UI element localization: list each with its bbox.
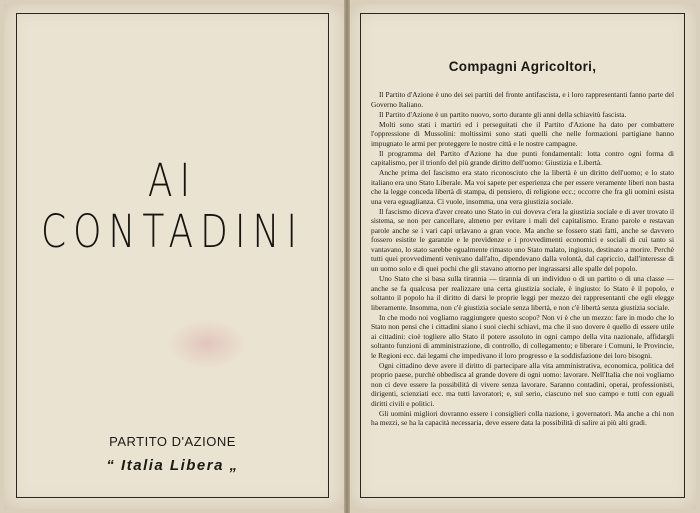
party-name: PARTITO D'AZIONE xyxy=(109,434,236,449)
ink-stain xyxy=(167,319,247,369)
paragraph: Il fascismo diceva d'aver creato uno Stato in cui doveva c'era la giustizia sociale e di aver trovato il sistema, se non per cancellare, almeno per evitare i mali del capitalismo. Erano parole e restavan parole anche se i vari capi urlavano a gran voce. Ma anche se fossero stati fatti, anche se davvero fossero esistite le garanzie e le previdenze e i provvedimenti economici e sociali di cui tanto si vantavano, lo stato sarebbe egualmente rimasto uno Stato malato, ingiusto, destinato a morire. Perchè tutti quei provvedimenti venivano dall'alto, dipendevano dalla volontà, dal capriccio, dall'interesse di un uomo solo e di quei pochi che gli stavano attorno per ingrassarsi alle spalle del popolo. xyxy=(371,206,674,273)
paragraph: Il programma del Partito d'Azione ha due punti fondamentali: lotta contro ogni forma di capitalismo, per il trionfo del più grande diritto dell'uomo: Giustizia e Libertà. xyxy=(371,148,674,168)
party-motto: “ Italia Libera „ xyxy=(106,457,239,474)
paragraph: Il Partito d'Azione è un partito nuovo, sorto durante gli anni della schiavitù fascista. xyxy=(379,109,627,119)
paragraph: Ogni cittadino deve avere il diritto di partecipare alla vita amministrativa, economica, politica del proprio paese, purchè obbedisca al grande dovere di ogni uomo: lavorare. Nell'Italia che noi vogliamo non ci deve essere la possibilità di vivere senza lavorare. Saranno contadini, operai, professionisti, dirigenti, scienziati ecc. ma tutti lavoratori; e, sul serio, ciascuno nel suo campo e tutti con eguali diritti civili e politici. xyxy=(371,360,674,408)
right-page-frame xyxy=(360,13,685,498)
left-page xyxy=(4,4,344,509)
page-heading: Compagni Agricoltori, xyxy=(448,59,597,74)
paragraph: Gli uomini migliori dovranno essere i consiglieri colla nazione, i governatori. Ma anche a chi non ha mezzi, se ha la capacità necessaria, deve essere data la possibilità di salire ai più alti gradi. xyxy=(371,408,674,428)
body-text xyxy=(371,90,674,428)
paragraph: In che modo noi vogliamo raggiungere questo scopo? Non vi è che un mezzo: fare in modo che lo Stato non pensi che i cittadini siano i suoi ciechi schiavi, ma che il suo dovere è quello di essere utile ai cittadini: cioè togliere allo Stato il potere assoluto in ogni campo della vita nazionale, affidargli soltanto funzioni di amministrazione, di controllo, di collegamento; e liberare i Comuni, le Provincie, le Regioni ecc. dai legami che impedivano il loro progresso e la soddisfazione dei loro bisogni. xyxy=(371,312,674,360)
cover-title: AI CONTADINI xyxy=(40,155,305,259)
paragraph: Uno Stato che si basa sulla tirannia — tirannia di un individuo o di un partito o di una classe — anche se fa qualcosa per realizzare una certa giustizia sociale, è ingiusto: lo Stato è il popolo, e soltanto il popolo ha il diritto di darsi le proprie leggi per mezzo dei rappresentanti che egli elegge liberamente. Insomma, non c'è giustizia sociale senza libertà, e non c'è libertà senza giustizia sociale. xyxy=(371,274,674,312)
paragraph: Molti sono stati i martiri ed i perseguitati che il Partito d'Azione ha dato per combattere l'oppressione di Mussolini: moltissimi sono stati quelli che nelle formazioni partigiane hanno impugnato le armi per proteggere le nostre città e le nostre campagne. xyxy=(371,119,674,148)
right-page xyxy=(350,4,696,509)
left-page-frame xyxy=(16,13,329,498)
paragraph: Il Partito d'Azione è uno dei sei partiti del fronte antifascista, e i loro rappresentanti fanno parte del Governo Italiano. xyxy=(371,90,674,109)
paragraph: Anche prima del fascismo era stato riconosciuto che la libertà è un diritto dell'uomo; e lo stato italiano era uno Stato Liberale. Ma voi sapete per esperienza che per essere veramente liberi non basta che la legge conceda libertà di stampa, di pensiero, di religione ecc.; occorre che fra gli uomini esista una vera eguaglianza. Ci vuole, insomma, una vera giustizia sociale. xyxy=(371,168,674,206)
